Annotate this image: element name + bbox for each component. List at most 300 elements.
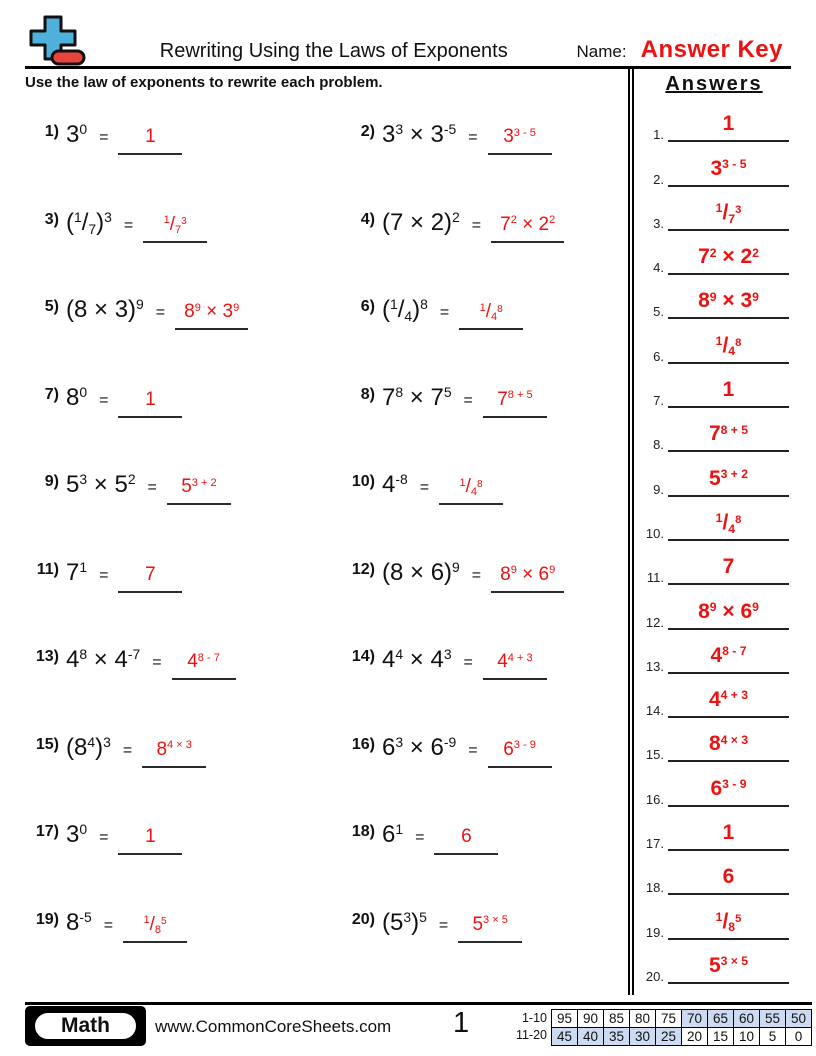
math-superscript: -8 [395, 471, 408, 488]
score-cell: 35 [604, 1027, 630, 1045]
commoncoresheets-logo-icon [25, 14, 91, 68]
equals-sign: = [415, 829, 425, 846]
equals-sign: = [471, 216, 482, 234]
math-text: 1 [145, 388, 156, 410]
math-text: 4 [187, 651, 198, 672]
problem-expression [382, 646, 452, 674]
math-superscript: 9 [452, 558, 460, 575]
math-superscript: 8 [395, 383, 404, 400]
math-superscript: 4 [395, 646, 404, 663]
math-denominator: 48 [728, 336, 742, 359]
math-text: 6 [430, 733, 444, 761]
score-grid [551, 1009, 812, 1046]
score-cell: 0 [786, 1027, 812, 1045]
problem-answer-blank [483, 389, 547, 418]
math-superscript: 3 [403, 908, 412, 925]
problem-answer-blank [143, 214, 207, 243]
answers-list [639, 98, 789, 984]
math-superscript: 1 [715, 511, 723, 526]
math-text: (8 × 6) [382, 558, 453, 586]
math-superscript: 4 × 3 [167, 739, 192, 752]
math-superscript: 2 [127, 471, 136, 488]
problem-answer-blank [118, 126, 182, 155]
math-text: 1 [145, 126, 156, 147]
math-superscript: 2 [752, 245, 759, 260]
problem-answer-blank [172, 651, 236, 680]
problem-number: 16) [351, 735, 375, 753]
score-cell: 10 [734, 1027, 760, 1045]
math-superscript: 1 [163, 214, 170, 227]
math-text: × [200, 301, 223, 322]
problem-number: 12) [351, 560, 375, 578]
math-superscript: 3 [104, 208, 112, 225]
problem-expression [66, 821, 87, 849]
math-text: × [716, 289, 741, 313]
problem-item [25, 622, 341, 710]
answer-number: 13. [645, 658, 664, 674]
math-superscript: 3 × 5 [483, 914, 508, 927]
math-text: 4 [114, 646, 128, 673]
math-text: 8 [184, 301, 195, 322]
math-text: × [403, 646, 431, 673]
math-text: ) [412, 296, 421, 323]
equals-sign: = [419, 479, 430, 496]
subject-label: Math [32, 1010, 139, 1042]
answer-number: 17. [645, 836, 664, 852]
math-text: 8 [66, 908, 80, 936]
score-cell: 30 [630, 1027, 656, 1045]
math-superscript: 9 [709, 289, 717, 304]
math-superscript: 2 [510, 214, 517, 227]
problem-expression [66, 559, 87, 587]
problem-answer-blank [142, 739, 206, 768]
answers-column [628, 69, 791, 995]
problem-answer-blank [118, 564, 182, 593]
math-text: 6 [382, 733, 396, 761]
answer-number: 20. [645, 968, 664, 984]
equals-sign: = [122, 741, 133, 759]
equals-sign: = [152, 654, 162, 671]
answer-number: 18. [645, 880, 664, 896]
answer-value-line [668, 865, 789, 895]
math-text: 1 [722, 821, 735, 845]
answer-row [639, 231, 789, 275]
answer-key-text: Answer Key [640, 36, 783, 63]
score-cell: 95 [552, 1009, 578, 1027]
math-superscript: 1 [395, 821, 404, 838]
math-text: 6 [740, 599, 753, 623]
math-superscript: 3 [79, 471, 88, 488]
answer-number: 19. [645, 924, 664, 940]
problem-expression [66, 384, 87, 412]
math-text: 7 [500, 213, 511, 235]
math-superscript: 5 [419, 908, 427, 925]
math-text: 8 [66, 383, 80, 411]
answer-row [639, 541, 789, 585]
problem-expression [66, 734, 111, 762]
answer-number: 14. [645, 703, 664, 719]
problem-number: 9) [44, 473, 59, 490]
answer-number: 9. [653, 481, 664, 497]
math-text: 3 [66, 121, 80, 148]
problem-number: 18) [351, 823, 375, 840]
problem-item [25, 710, 341, 798]
math-denominator-exponent: 3 [735, 204, 742, 217]
math-text: 8 [698, 599, 710, 623]
math-text: × [403, 383, 431, 411]
math-text: 6 [382, 821, 396, 848]
problem-item [25, 535, 341, 623]
score-cell: 5 [760, 1027, 786, 1045]
math-text: 8 [708, 732, 721, 756]
problem-expression [382, 471, 408, 499]
problem-answer-blank [123, 914, 187, 943]
answer-number: 1. [653, 127, 664, 143]
math-text: 5 [472, 913, 484, 935]
name-area [577, 36, 791, 64]
math-superscript: 9 [549, 564, 556, 577]
equals-sign: = [463, 391, 473, 409]
math-text: 5 [708, 953, 721, 977]
answer-number: 7. [653, 393, 664, 409]
math-superscript: 9 [709, 599, 717, 614]
score-range-labels [516, 1010, 547, 1045]
problem-answer-blank [483, 651, 547, 680]
math-text: 3 [710, 156, 723, 180]
math-superscript: 3 [395, 121, 404, 138]
answer-number: 11. [646, 570, 664, 586]
math-superscript: 8 [79, 646, 88, 663]
math-superscript: 3 + 2 [720, 466, 749, 481]
math-text: 3 [66, 821, 80, 848]
equals-sign: = [99, 829, 109, 846]
problem-number: 8) [360, 385, 375, 403]
problem-expression [66, 209, 112, 237]
answer-value-line [668, 245, 789, 275]
equals-sign: = [468, 129, 478, 146]
math-superscript: 1 [715, 201, 723, 216]
math-subscript: 7 [88, 220, 97, 237]
math-text: 3 [382, 121, 396, 148]
answer-value-line [668, 954, 789, 984]
problem-expression [382, 821, 403, 849]
answer-value-line [668, 910, 789, 940]
score-cell: 70 [682, 1009, 708, 1027]
website-url: www.CommonCoreSheets.com [155, 1017, 392, 1036]
subject-badge [25, 1006, 146, 1046]
problem-expression [66, 296, 144, 324]
answer-number: 8. [653, 437, 664, 453]
answer-number: 16. [645, 791, 664, 807]
math-text: ) [411, 908, 420, 936]
math-text: 3 [740, 289, 753, 313]
math-denominator: 85 [728, 912, 742, 935]
answer-value-line [668, 334, 789, 364]
math-text: / [485, 301, 492, 322]
math-text: (5 [382, 908, 404, 936]
problem-expression [382, 559, 460, 587]
main-content [25, 66, 791, 995]
math-superscript: 0 [79, 383, 88, 400]
problem-item [25, 272, 341, 360]
math-superscript: 3 + 2 [191, 476, 217, 489]
math-superscript: -5 [79, 908, 92, 925]
problem-item [341, 185, 628, 273]
score-cell: 15 [708, 1027, 734, 1045]
math-text: ( [382, 296, 390, 323]
problem-expression [382, 384, 452, 412]
equals-sign: = [99, 129, 109, 146]
math-superscript: 8 + 5 [720, 422, 749, 437]
answer-row [639, 762, 789, 806]
math-superscript: 9 [510, 564, 517, 577]
answer-value-line [668, 555, 789, 585]
problem-expression [66, 121, 87, 149]
problem-expression [382, 121, 456, 149]
math-text: ) [95, 733, 104, 761]
answer-value-line [668, 777, 789, 807]
math-text: 4 [382, 471, 396, 498]
problem-item [341, 97, 628, 185]
footer [25, 1002, 812, 1049]
header [0, 0, 816, 66]
math-text: 7 [722, 555, 735, 579]
math-text: / [465, 476, 471, 497]
problem-number: 13) [35, 648, 59, 665]
math-denominator-exponent: 8 [477, 478, 483, 490]
name-label: Name: [576, 42, 627, 61]
math-superscript: 1 [74, 208, 82, 225]
math-text: 8 [156, 738, 168, 760]
math-text: 5 [181, 476, 192, 497]
equals-sign: = [99, 391, 109, 409]
math-text: 6 [710, 776, 723, 800]
problem-number: 15) [35, 735, 59, 753]
math-text: 7 [497, 388, 508, 410]
score-row-2 [552, 1027, 812, 1045]
page-number: 1 [453, 1007, 470, 1039]
answer-number: 10. [645, 525, 664, 541]
answer-row [639, 319, 789, 363]
math-denominator: 73 [728, 204, 742, 226]
math-text: × [87, 646, 115, 673]
math-text: 8 [698, 289, 710, 313]
answer-row [639, 718, 789, 762]
math-text: 3 [222, 301, 234, 322]
problem-expression [382, 296, 428, 324]
math-superscript: 3 × 5 [720, 954, 749, 969]
math-superscript: 9 [233, 301, 240, 314]
math-superscript: 0 [79, 821, 88, 838]
problem-item [341, 622, 628, 710]
math-superscript: 1 [479, 301, 486, 314]
score-cell: 50 [786, 1009, 812, 1027]
problem-item [25, 885, 341, 973]
math-text: 2 [538, 213, 550, 235]
score-table [516, 1009, 812, 1046]
score-cell: 65 [708, 1009, 734, 1027]
problem-item [25, 185, 341, 273]
math-superscript: 9 [752, 599, 759, 614]
answer-row [639, 497, 789, 541]
answer-row [639, 187, 789, 231]
score-cell: 60 [734, 1009, 760, 1027]
score-range-11-20: 11-20 [515, 1028, 547, 1042]
instructions-text: Use the law of exponents to rewrite each problem. [25, 74, 383, 91]
score-cell: 40 [578, 1027, 604, 1045]
score-cell: 85 [604, 1009, 630, 1027]
math-text: ) [96, 208, 105, 236]
math-text: / [722, 510, 729, 534]
problem-answer-blank [439, 476, 503, 505]
math-superscript: 3 [103, 733, 111, 750]
answer-row [639, 142, 789, 186]
equals-sign: = [438, 916, 449, 934]
answer-row [639, 807, 789, 851]
math-text: 7 [430, 383, 444, 411]
problem-answer-blank [458, 914, 522, 943]
math-text: / [169, 213, 176, 235]
page-title: Rewriting Using the Laws of Exponents [159, 40, 508, 62]
problem-answer-blank [459, 301, 523, 330]
math-text: 6 [461, 826, 472, 847]
problem-item [341, 272, 628, 360]
answer-value-line [668, 644, 789, 674]
math-text: / [722, 333, 729, 357]
math-superscript: 1 [715, 909, 723, 924]
problem-number: 1) [44, 123, 59, 140]
score-cell: 80 [630, 1009, 656, 1027]
answer-value-line [668, 378, 789, 408]
math-superscript: 3 - 9 [722, 777, 747, 792]
score-cell: 45 [552, 1027, 578, 1045]
answers-heading: Answers [665, 73, 763, 95]
math-text: × [87, 471, 115, 498]
answer-value-line [668, 422, 789, 452]
math-superscript: -7 [127, 646, 141, 663]
answer-value-line [668, 157, 789, 187]
answer-row [639, 940, 789, 984]
problem-item [25, 360, 341, 448]
math-superscript: 3 [395, 733, 404, 750]
math-text: × [516, 213, 539, 235]
math-text: 7 [66, 558, 80, 586]
answer-value-line [668, 821, 789, 851]
math-superscript: 9 [136, 296, 144, 313]
math-text: (8 × 3) [66, 296, 137, 323]
math-text: 7 [382, 383, 396, 411]
answer-row [639, 408, 789, 452]
math-subscript: 4 [404, 308, 413, 325]
math-superscript: 3 - 5 [513, 126, 536, 139]
problem-number: 3) [44, 210, 59, 228]
answer-number: 2. [653, 171, 664, 187]
math-text: 7 [145, 563, 156, 585]
math-text: 1 [722, 378, 735, 402]
math-text: / [397, 296, 405, 323]
math-denominator-exponent: 8 [735, 336, 742, 349]
problem-expression [382, 209, 460, 237]
score-cell: 75 [656, 1009, 682, 1027]
math-superscript: 1 [390, 296, 398, 313]
math-superscript: 3 - 5 [722, 156, 747, 171]
math-denominator-exponent: 8 [497, 303, 503, 315]
problem-item [341, 797, 628, 885]
problem-item [25, 97, 341, 185]
problem-item [341, 710, 628, 798]
problem-number: 19) [35, 910, 59, 928]
math-text: × [403, 121, 431, 148]
answer-value-line [668, 467, 789, 497]
math-text: ( [66, 208, 74, 236]
math-text: 2 [740, 245, 753, 269]
equals-sign: = [147, 479, 157, 496]
problems-section [25, 69, 628, 995]
math-superscript: 2 [549, 214, 556, 227]
problem-answer-blank [434, 826, 498, 855]
math-text: × [716, 599, 741, 623]
math-text: 4 [430, 646, 444, 673]
math-text: 5 [66, 471, 80, 498]
math-superscript: 2 [452, 208, 460, 225]
math-superscript: 1 [715, 334, 723, 349]
score-cell: 55 [760, 1009, 786, 1027]
math-text: 1 [722, 112, 735, 136]
problem-number: 5) [44, 298, 59, 315]
math-denominator: 85 [154, 916, 167, 936]
math-superscript: 8 - 7 [197, 651, 220, 664]
problem-number: 7) [44, 385, 59, 403]
problem-expression [66, 909, 92, 937]
math-text: / [149, 913, 155, 935]
answer-number: 15. [645, 747, 664, 763]
answer-value-line [668, 600, 789, 630]
math-denominator-exponent: 3 [181, 216, 187, 228]
problem-item [341, 535, 628, 623]
math-text: 4 [66, 646, 80, 673]
problem-answer-blank [491, 564, 564, 593]
problem-item [341, 360, 628, 448]
math-text: 6 [503, 738, 514, 760]
problem-expression [382, 734, 456, 762]
math-text: (7 × 2) [382, 208, 453, 236]
math-text: 4 [497, 651, 508, 672]
math-text: × [516, 563, 539, 585]
answer-row [639, 674, 789, 718]
answer-value-line [668, 511, 789, 541]
math-text: 3 [503, 126, 514, 147]
math-text: 4 [382, 646, 396, 673]
problem-number: 14) [351, 648, 375, 665]
answer-row [639, 275, 789, 319]
answer-row [639, 452, 789, 496]
answer-row [639, 851, 789, 895]
equals-sign: = [468, 741, 478, 759]
equals-sign: = [155, 304, 166, 321]
math-superscript: -5 [443, 121, 457, 138]
math-superscript: 9 [194, 301, 201, 314]
math-text: 5 [114, 471, 128, 498]
answer-number: 4. [653, 260, 664, 276]
answer-value-line [668, 289, 789, 319]
math-denominator: 48 [470, 478, 483, 499]
problem-number: 10) [351, 473, 375, 490]
equals-sign: = [463, 654, 473, 671]
math-superscript: 1 [79, 558, 88, 575]
problem-answer-blank [118, 826, 182, 855]
equals-sign: = [123, 216, 134, 234]
math-text: / [722, 200, 729, 224]
